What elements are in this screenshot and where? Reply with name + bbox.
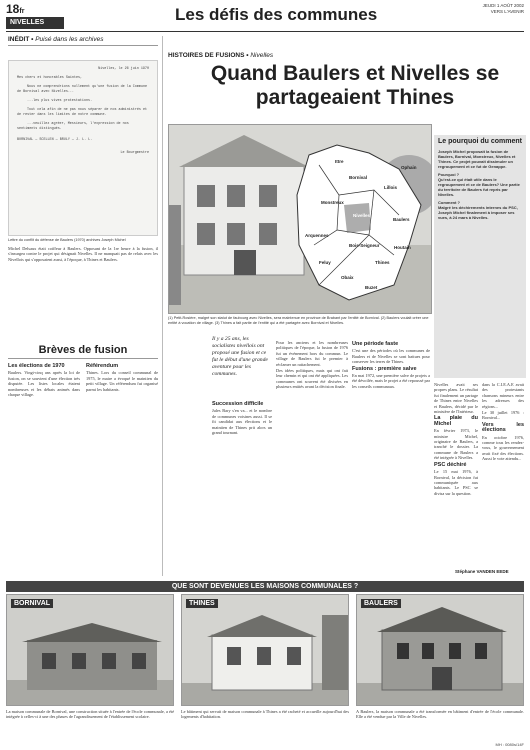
baulers-text: A Baulers, la maison communale a été transformée en bâtiment d'entrée de l'école communale. Elle a été vendue par la Ville de Nivelles. — [356, 709, 524, 720]
map-label-arquennes: Arquennes — [305, 233, 329, 238]
town-label-thines: THINES — [186, 599, 218, 608]
pourquoi-box: Le pourquoi du comment Joseph Michel proposait la fusion de Baulers, Bornival, Monstreux, Nivelles et Thines. Ce projet pouvait dissimuler un regroupement et ce fut de Genappe. Pourquoi ? Qu'est-ce qui était utile dans le regroupement et ce de Baulers? Une partie du territoire de Baulers fut repris par Nivelles. Comment ? Malgré les déchirements internes du PSC, Joseph Michel finalement à imposer ses vues, à 24 mars à Nivelles. — [434, 135, 526, 378]
date-line: JEUDI 1 AOÛT 2002 VERS L'AVENIR — [482, 3, 524, 14]
thines-building-illustration — [182, 595, 349, 706]
brief-title: Brèves de fusion — [38, 344, 128, 356]
letter-caption: Lettre du conflit du défense de Baulers (1970) archives Joseph Michel — [8, 238, 126, 242]
article-col-2: Une période faste C'est une des périodes où les communes de Baulers et de Nivelles se sont battues pour conserver les terres de Thines. Fusions : première salve En mai 1972, une première salve de projets a été dévoilée, mais le projet a été repoussé par les conseils communaux. — [352, 341, 430, 389]
map-label-baulers: Baulers — [393, 217, 410, 222]
section-badge: NIVELLES — [6, 17, 64, 29]
photo-bornival — [6, 594, 174, 706]
town-label-baulers: BAULERS — [361, 599, 401, 608]
archive-letter: Nivelles, le 26 juin 1970 Mes chers et honorables Saintes, Nous ne comprendrions nullement qu'une fusion de la Commune de Bornival avec Nivelles... ...les plus vives protestations. Tout cela afin de ne pas nous séparer de nos administrés et de rester dans les limites de notre commune. ...veuillez agréer, Messieurs, l'expression de nos sentiments distingués. BORNIVAL — SCELLEN — BRULY — J. L. L. Le Bourgmestre — [8, 60, 158, 236]
article-photo — [168, 124, 432, 314]
pourquoi-title: Le pourquoi du comment — [438, 138, 522, 145]
author-signature: Stéphane VANDEN EEDE — [455, 569, 509, 574]
map-label-lillois: Lillois — [384, 185, 398, 190]
brief-col-2: Référendum Thines. Lors du conseil communal de 1975, le maire a évoqué le maintien du petit village. Un référendum fut organisé parmi les habitants. — [86, 363, 158, 392]
article-headline: Quand Baulers et Nivelles se partageaient Thines — [210, 62, 500, 109]
article-col-3: Nivelles avait ses propres plans. Le résultat fut finalement un partage de Thines entre Nivelles et Baulers, décidé par le ministère de l'Intérieur. La plaie du Michel En février 1973, le ministre Michel, originaire de Baulers, a tranché le dossier. La commune de Baulers a été intégrée à Nivelles. PSC déchiré Le 15 mai 1976, à Bornival, la décision fut communiquée aux habitants. Le PSC se divisa sur la question. — [434, 382, 478, 496]
map-label-buzet: Buzet — [365, 285, 378, 290]
map-label-monstreux: Monstreux — [321, 200, 344, 205]
article-section-label: HISTOIRES DE FUSIONS • Nivelles — [168, 52, 274, 59]
map-label-obaix: Obaix — [341, 275, 354, 280]
map-label-nivelles: Nivelles — [353, 213, 371, 218]
page-footer: MH : 0080s/14F — [495, 742, 524, 747]
bornival-text: La maison communale de Bornival, une construction située à l'entrée de l'école communale, a été intégrée à celles-ci à une des phases de l'agrandissement de l'établissement scolaire. — [6, 709, 174, 720]
column-divider — [162, 36, 163, 576]
map-label-houtain: Houtain — [394, 245, 411, 250]
photo-caption: (1) Petit-Rosière, malgré son statut de faubourg avec Nivelles, sera maintenue en province de Brabant par l'entité de Bornival. (2) Baulers voulait créer une entité à vocation de village. (3) Thines a fait partie de l'entité qui a été partagée avec Bornival et Nivelles. — [168, 316, 429, 325]
map-label-ophain: Ophain — [401, 165, 417, 170]
map-label-thines: Thines — [375, 260, 390, 265]
article-col-1: Pour les anciens et les nombreuses politiques de l'époque, la fusion de 1976 fut un événement hors du commun. Le village de Baulers fut le premier à réclamer un rattachement. Des idées politiques, mais qui ont fait leur chemin et qui ont été appliquées. Les communes ont souvent été divisées en plusieurs entités avant la décision finale. — [276, 340, 348, 390]
archives-rule — [8, 45, 158, 46]
header-rule — [6, 31, 524, 32]
page-number: 18fr — [6, 2, 25, 16]
map-label-feluy: Feluy — [319, 260, 331, 265]
photo-baulers — [356, 594, 524, 706]
map-label-bornival: Bornival — [349, 175, 368, 180]
thines-text: Le bâtiment qui servait de maison communale à Thines a été racheté et accueille aujourd'hui des logements d'habitation. — [181, 709, 349, 720]
map-label-ittre: Ittre — [335, 159, 344, 164]
article-col-1b: Succession difficile Jules Bary s'en va... et le nombre de communes voisines aussi. Il se fit candidat aux élections et le maintien de Thines prit alors un grand tournant. — [212, 401, 272, 436]
maisons-bar-title: QUE SONT DEVENUES LES MAISONS COMMUNALES ? — [6, 581, 524, 592]
bornival-building-illustration — [7, 595, 174, 706]
town-label-bornival: BORNIVAL — [11, 599, 53, 608]
article-standfirst: Il y a 25 ans, les socialistes nivellois ont proposé une fusion et ce fut le début d'une grande aventure pour les communes. — [212, 336, 268, 377]
photo-thines — [181, 594, 349, 706]
brief-col-1: Les élections de 1970 Baulers. Vingt-cinq ans après la loi de fusion, on se souvient d'une élection très disputée. Les listes locales étaient nombreuses et les débats animés dans chaque village. — [8, 363, 80, 398]
page-title: Les défis des communes — [175, 5, 378, 24]
map-label-bois-seigneur: Bois-Seigneur — [349, 243, 380, 248]
archives-intro-text: Michel Delsaux était coiffeur à Baulers. Opposant de la 1re heure à la fusion, il s'insurgea contre le projet qui désignait Nivelles. Il ne manquait pas de relais avec les Nivellois qui s'opposaient aussi, à l'époque, à Thines et Baulers. — [8, 246, 158, 262]
baulers-building-illustration — [357, 595, 524, 706]
archives-label: INÉDIT • Puisé dans les archives — [8, 36, 104, 43]
article-col-4: dans la C.I.E.A.E avait des protestants chansons mineurs entre les adresses des régions... Le 30 juillet 1976 : Bornival... Vers les élections En octobre 1976, comme tous les rendez-vous, le gouvernement avait fixé des élections. Aussi le vote attendu... — [482, 382, 524, 462]
brief-rule — [8, 358, 158, 359]
